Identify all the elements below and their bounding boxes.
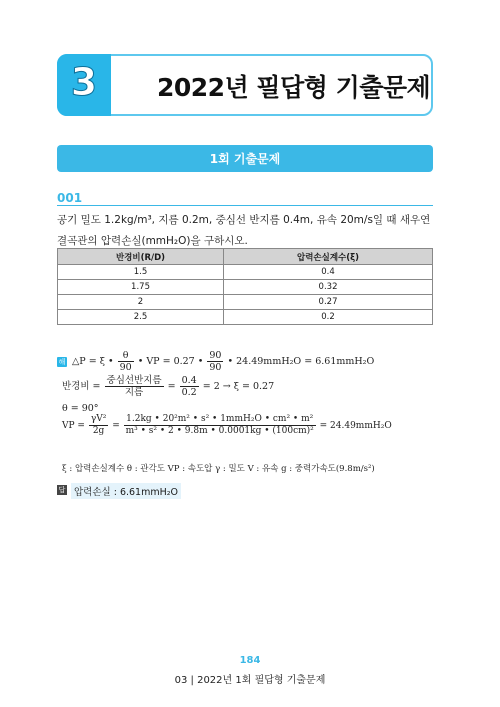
fraction-numerator: 1.2kg • 20²m² • s² • 1mmH₂O • cm² • m²: [124, 414, 316, 426]
fraction-denominator: 0.2: [181, 387, 197, 398]
problem-number: 001: [57, 191, 83, 205]
fraction: [105, 375, 164, 398]
table-cell: 2: [58, 295, 224, 310]
solution-line-2: [62, 375, 274, 398]
footer-text: 03 | 2022년 1회 필답형 기출문제: [174, 675, 326, 686]
loss-coefficient-table: [57, 248, 433, 325]
problem-divider: [57, 205, 433, 206]
fraction-denominator: m³ • s² • 2 • 9.8m • 0.0001kg • (100cm)²: [125, 426, 314, 436]
fraction: [118, 350, 134, 373]
solution-text: =: [164, 381, 179, 392]
answer-badge: 답: [58, 486, 66, 494]
fraction: [180, 375, 199, 398]
solution-text: • 24.49mmH₂O = 6.61mmH₂O: [224, 356, 375, 367]
fraction: [89, 414, 109, 437]
fraction: [207, 350, 223, 373]
solution-text: VP =: [62, 421, 88, 431]
fraction: [124, 414, 316, 437]
fraction-denominator: 2g: [92, 426, 105, 436]
fraction-denominator: 지름: [124, 387, 144, 398]
solution-text: =: [109, 421, 123, 431]
table-cell: 2.5: [58, 310, 224, 325]
chapter-title: 2022년 필답형 기출문제: [157, 73, 431, 102]
fraction-denominator: 90: [119, 362, 132, 373]
solution-line-4: [62, 414, 392, 437]
table-cell: 0.32: [224, 280, 433, 295]
table-cell: 0.2: [224, 310, 433, 325]
problem-text: 공기 밀도 1.2kg/m³, 지름 0.2m, 중심선 반지름 0.4m, 유속 20m/s일 때 새우연결곡관의 압력손실(mmH₂O)을 구하시오.: [57, 214, 431, 247]
fraction-numerator: 90: [209, 350, 222, 361]
fraction-numerator: 중심선반지름: [106, 375, 162, 386]
table-header-loss-coefficient: 압력손실계수(ξ): [224, 249, 433, 265]
page-number: 184: [239, 655, 261, 666]
table-header-row: [58, 249, 433, 265]
solution-text: = 2 → ξ = 0.27: [199, 381, 275, 392]
table-cell: 1.75: [58, 280, 224, 295]
fraction-numerator: θ: [118, 350, 134, 362]
fraction-denominator: 90: [209, 362, 222, 373]
solution-line-1: [72, 350, 374, 373]
fraction-numerator: 0.4: [181, 375, 197, 386]
table-cell: 0.4: [224, 265, 433, 280]
solution-text: 반경비 =: [62, 381, 104, 392]
table-row: [58, 295, 433, 310]
solution-text: = 24.49mmH₂O: [316, 421, 392, 431]
fraction-numerator: γV²: [90, 414, 107, 424]
solution-line-3: θ = 90°: [62, 403, 99, 414]
answer-text: 압력손실 : 6.61mmH₂O: [71, 483, 181, 499]
solution-legend: ξ : 압력손실계수 θ : 관각도 VP : 속도압 γ : 밀도 V : 유속 g : 중력가속도(9.8m/s²): [62, 464, 375, 474]
chapter-header: [57, 54, 433, 116]
table-row: [58, 280, 433, 295]
table-row: [58, 310, 433, 325]
table-row: [58, 265, 433, 280]
section-title: 1회 기출문제: [209, 152, 281, 166]
table-header-radius-ratio: 반경비(R/D): [58, 249, 224, 265]
solution-text: • VP = 0.27 •: [134, 356, 207, 367]
solution-text: △P = ξ •: [72, 356, 117, 367]
section-banner: [57, 145, 433, 172]
chapter-number: 3: [70, 60, 98, 104]
table-cell: 0.27: [224, 295, 433, 310]
table-cell: 1.5: [58, 265, 224, 280]
solution-badge: 해: [58, 358, 66, 366]
chapter-number-box: [57, 54, 111, 116]
